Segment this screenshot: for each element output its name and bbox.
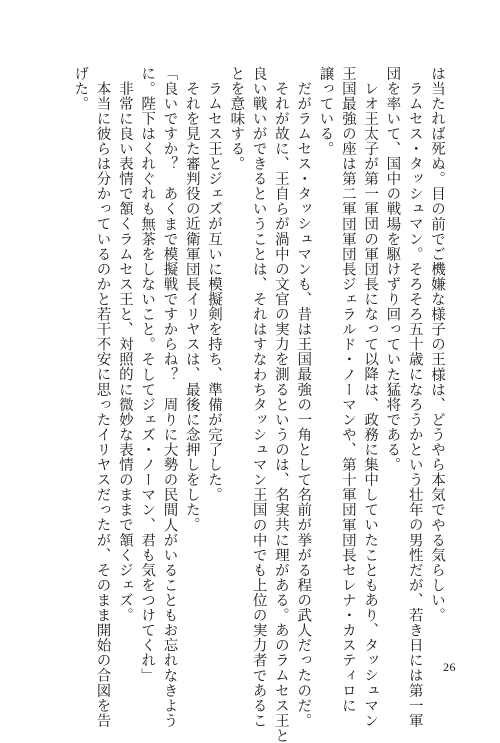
text-line-8: それが故に、王自らが渦中の文官の実力を測るというのは、名実共に理がある。あのラムセス王と [272,80,289,743]
text-line-5: 王国最強の座は第二軍団軍団長ジェラルド・ノーマンや、第十軍団軍団長セレナ・カスティロに [339,66,356,714]
text-line-9: 良い戦いができるということは、それはすなわちタッシュマン王国の中でも上位の実力者であるこ [250,66,267,729]
text-line-10: とを意味する。 [228,66,245,172]
text-line-1: は当たれば死ぬ。目の前でご機嫌な様子の王様は、どうやら本気でやる気らしい。 [429,66,445,623]
text-line-16: 本当に彼らは分かっているのかと若干不安に思ったイリヤスだったが、そのまま開始の合図を告 [94,80,111,728]
text-line-3: 団を率いて、国中の戦場を駆けずり回っていた猛将である。 [384,66,401,473]
text-line-17: げた。 [72,66,89,112]
text-line-4: レオ王太子が第一軍団の軍団長になって以降は、政務に集中していたこともあり、タッシュマン [362,80,379,728]
text-line-11: ラムセス王とジェズが互いに模擬剣を持ち、準備が完了した。 [206,80,223,502]
text-line-12: それを見た審判役の近衛軍団長イリヤスは、最後に念押しをした。 [183,80,200,532]
page-number: 26 [443,660,456,674]
text-line-15: 非常に良い表情で頷くラムセス王と、対照的に微妙な表情のままで頷くジェズ。 [116,80,133,623]
text-line-2: ラムセス・タッシュマン。そろそろ五十歳になろうかという壮年の男性だが、若き日には第一軍 [406,80,423,728]
text-line-6: 譲っている。 [317,66,334,157]
text-line-13: 「良いですか？ あくまで模擬戦ですからね？ 周りに大勢の民間人がいることもお忘れなきよう [161,66,178,729]
text-line-7: だがラムセス・タッシュマンも、昔は王国最強の一角として名前が挙がる程の武人だったのだ。 [295,80,312,728]
body-text [69,66,448,743]
text-line-14: に。陛下はくれぐれも無茶をしないこと。そしてジェズ・ノーマン、君も気をつけてくれ」 [139,66,156,684]
